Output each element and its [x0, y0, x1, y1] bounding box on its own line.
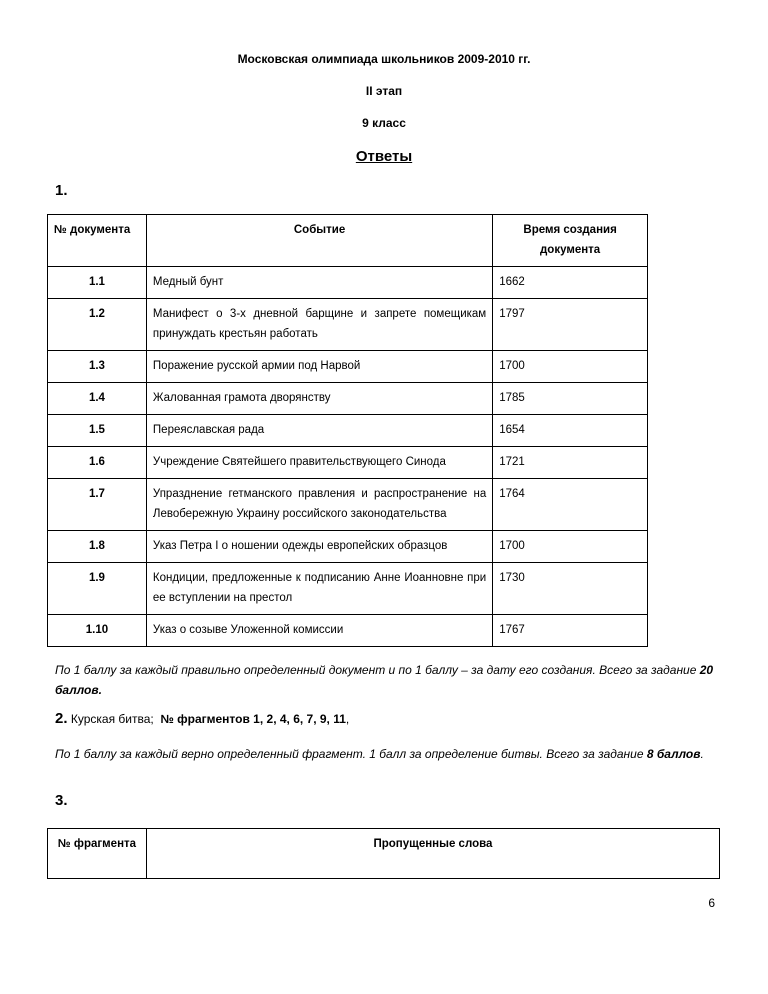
doc-number-cell: 1.3: [48, 351, 147, 383]
answers-table-1: [47, 214, 648, 647]
table-row: [48, 415, 648, 447]
doc-number-cell: 1.8: [48, 531, 147, 563]
doc-number-cell: 1.10: [48, 615, 147, 647]
note-end: .: [700, 747, 704, 761]
battle-answer: Курская битва;: [70, 712, 154, 726]
year-cell: 1764: [493, 479, 648, 531]
year-cell: 1700: [493, 531, 648, 563]
table-row: [48, 383, 648, 415]
column-header-event: Событие: [146, 215, 492, 267]
event-cell: Упразднение гетманского правления и распространение на Левобережную Украину российского законодательства: [146, 479, 492, 531]
event-cell: Указ о созыве Уложенной комиссии: [146, 615, 492, 647]
note-text: По 1 баллу за каждый правильно определенный документ и по 1 баллу – за дату его создания. Всего за задание: [55, 663, 700, 677]
year-cell: 1785: [493, 383, 648, 415]
event-cell: Кондиции, предложенные к подписанию Анне Иоанновне при ее вступлении на престол: [146, 563, 492, 615]
year-cell: 1700: [493, 351, 648, 383]
section-2-answer-line: [55, 710, 349, 727]
table-row: [48, 351, 648, 383]
column-header-missing-words: Пропущенные слова: [146, 829, 719, 879]
doc-number-cell: 1.5: [48, 415, 147, 447]
doc-number-cell: 1.9: [48, 563, 147, 615]
answers-heading: Ответы: [355, 148, 413, 165]
table-row: [48, 531, 648, 563]
section-3-number: 3.: [55, 792, 68, 809]
year-cell: 1721: [493, 447, 648, 479]
doc-number-cell: 1.6: [48, 447, 147, 479]
fragments-answer: № фрагментов 1, 2, 4, 6, 7, 9, 11: [160, 712, 346, 726]
section-2-scoring-note: [55, 744, 715, 764]
year-cell: 1730: [493, 563, 648, 615]
section-1-number: 1.: [55, 182, 68, 199]
event-cell: Учреждение Святейшего правительствующего Синода: [146, 447, 492, 479]
grade-label: 9 класс: [362, 116, 406, 130]
column-header-year: Время создания документа: [493, 215, 648, 267]
stage-label: II этап: [365, 84, 403, 98]
answers-table-3: [47, 828, 720, 879]
table-header-row: [48, 215, 648, 267]
event-cell: Жалованная грамота дворянству: [146, 383, 492, 415]
trailing-comma: ,: [345, 712, 350, 726]
table-row: [48, 479, 648, 531]
event-cell: Медный бунт: [146, 267, 492, 299]
year-cell: 1654: [493, 415, 648, 447]
event-cell: Манифест о 3-х дневной барщине и запрете помещикам принуждать крестьян работать: [146, 299, 492, 351]
note-total: 20 баллов.: [55, 663, 714, 697]
page-number: 6: [708, 896, 715, 910]
table-row: [48, 267, 648, 299]
event-cell: Поражение русской армии под Нарвой: [146, 351, 492, 383]
table-row: [48, 615, 648, 647]
column-header-doc-number: № документа: [48, 215, 147, 267]
table-row: [48, 447, 648, 479]
doc-number-cell: 1.4: [48, 383, 147, 415]
table-header-row: [48, 829, 720, 879]
doc-number-cell: 1.2: [48, 299, 147, 351]
doc-number-cell: 1.1: [48, 267, 147, 299]
note-text: По 1 баллу за каждый верно определенный фрагмент. 1 балл за определение битвы. Всего за задание: [55, 747, 647, 761]
column-header-fragment-number: № фрагмента: [48, 829, 147, 879]
table-row: [48, 563, 648, 615]
section-1-scoring-note: [55, 660, 715, 700]
note-total: 8 баллов: [646, 747, 701, 761]
year-cell: 1662: [493, 267, 648, 299]
table-row: [48, 299, 648, 351]
year-cell: 1797: [493, 299, 648, 351]
document-title: Московская олимпиада школьников 2009-2010 гг.: [237, 52, 531, 66]
year-cell: 1767: [493, 615, 648, 647]
event-cell: Указ Петра I о ношении одежды европейских образцов: [146, 531, 492, 563]
section-2-number: 2.: [55, 710, 68, 727]
event-cell: Переяславская рада: [146, 415, 492, 447]
doc-number-cell: 1.7: [48, 479, 147, 531]
